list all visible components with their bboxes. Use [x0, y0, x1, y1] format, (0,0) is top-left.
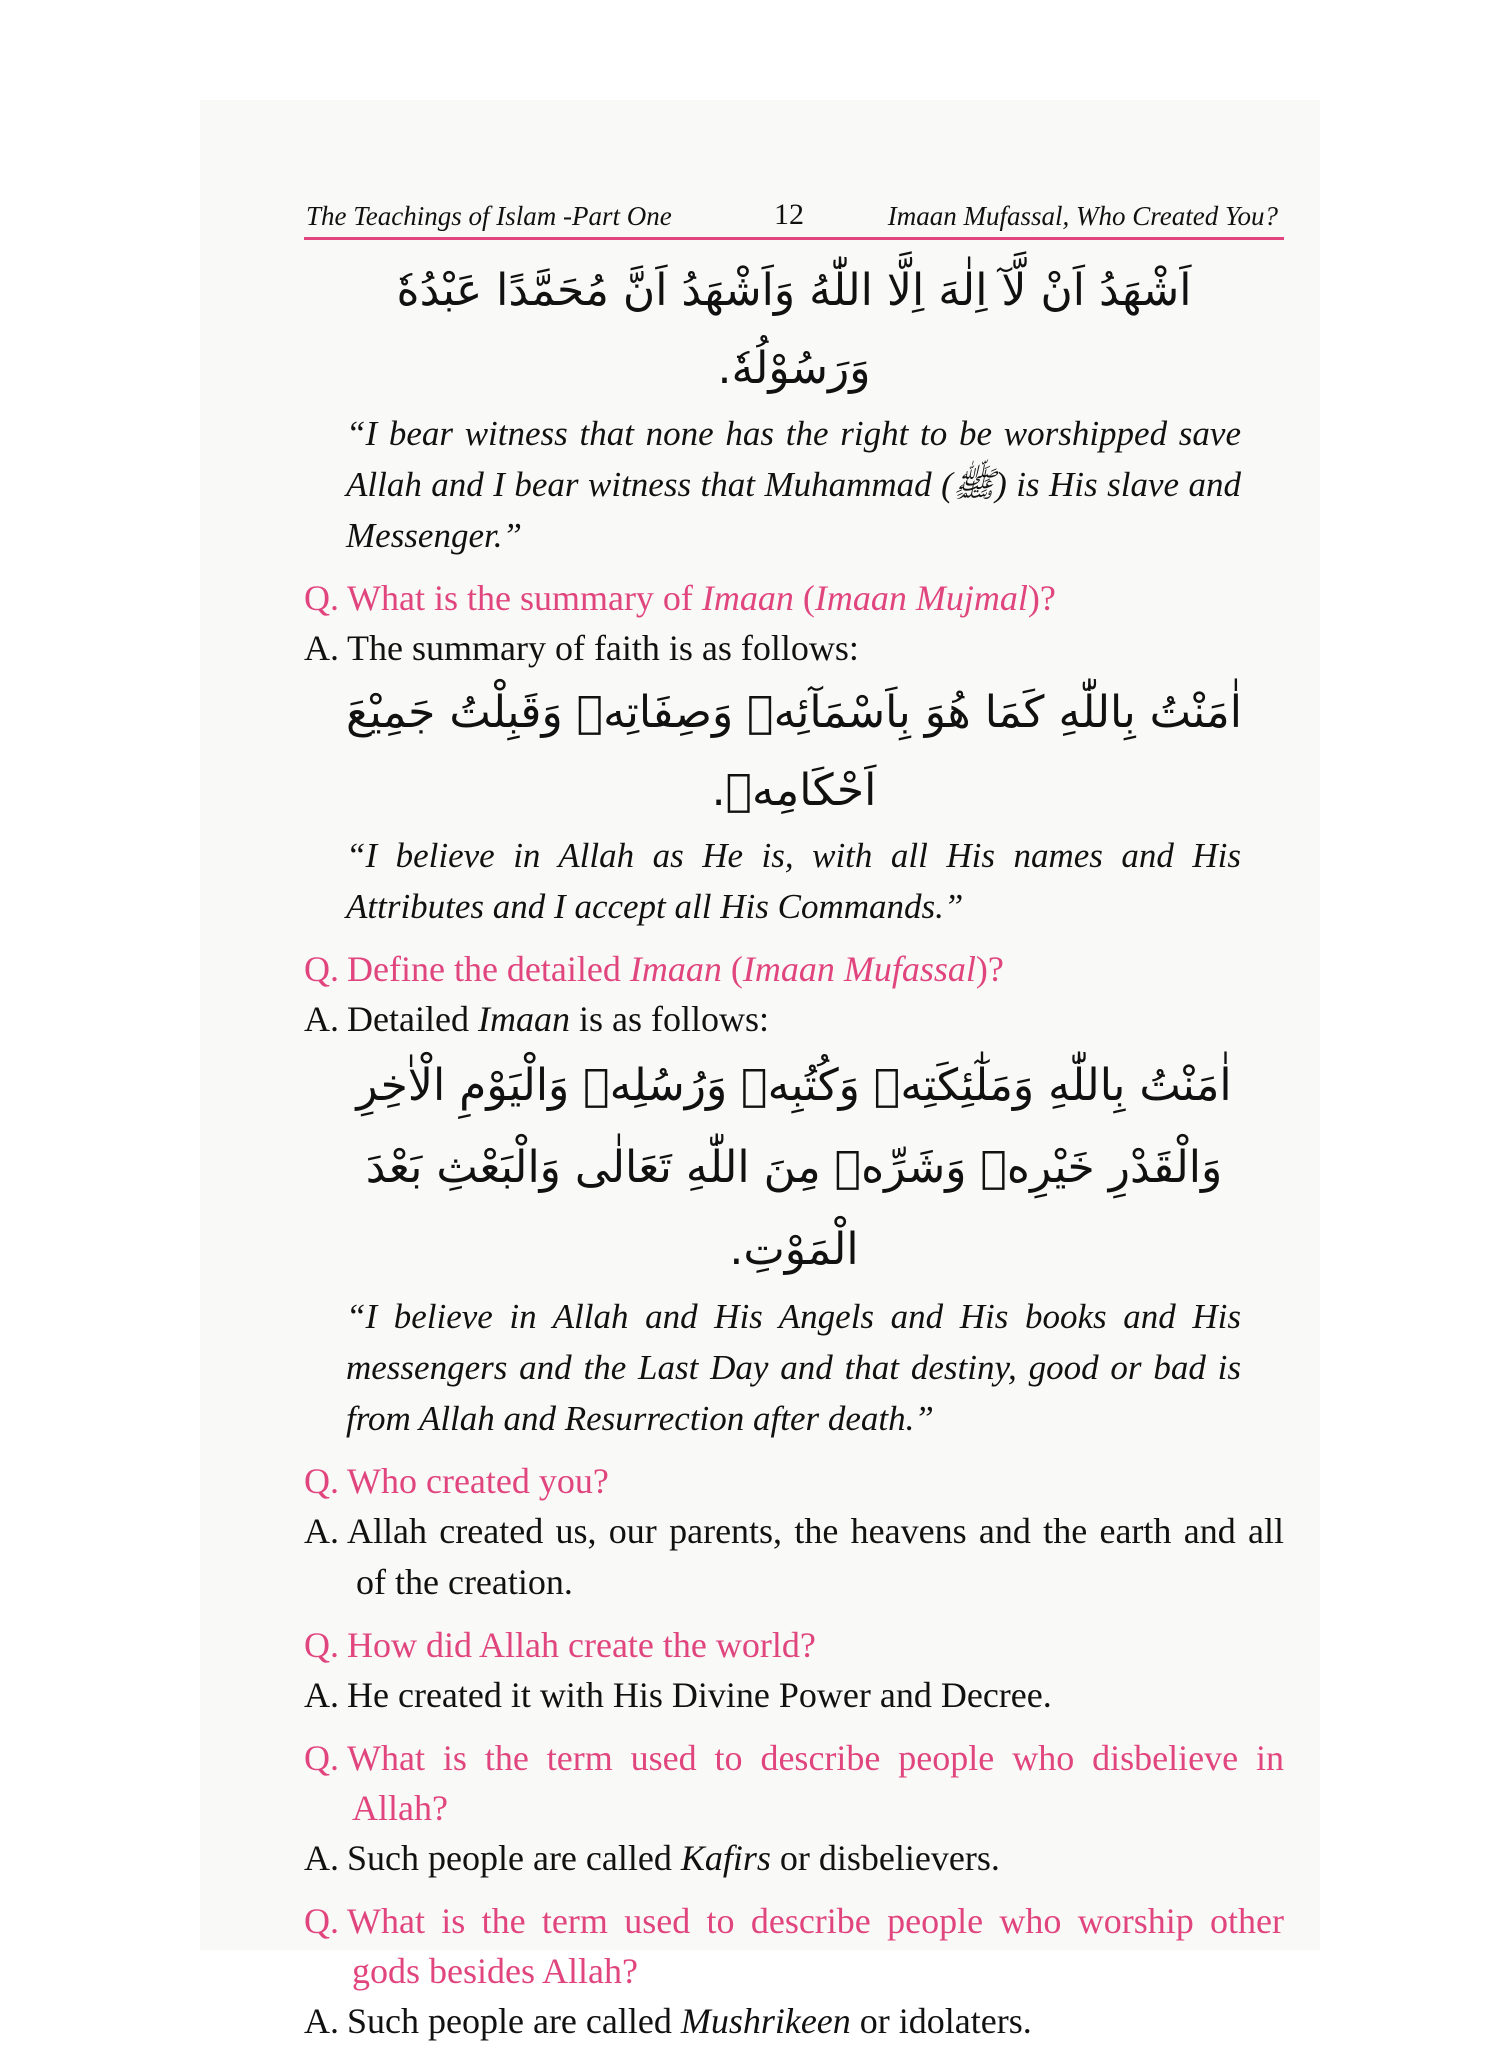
answer-label: A.: [304, 1511, 339, 1551]
question-label: Q.: [304, 1625, 339, 1665]
imaan-mufassal-arabic: اٰمَنْتُ بِاللّٰهِ وَمَلٰٓئِكَتِهٖ وَكُتُبِهٖ وَرُسُلِهٖ وَالْيَوْمِ الْاٰخِرِ وَالْقَدْرِ خَيْرِهٖ وَشَرِّهٖ مِنَ اللّٰهِ تَعَالٰى وَالْبَعْثِ بَعْدَ الْمَوْتِ.: [356, 1060, 1232, 1275]
chapter-title: Imaan Mufassal, Who Created You?: [887, 201, 1278, 231]
page-content: [304, 252, 1284, 2047]
question-1: Q. What is the summary of Imaan (Imaan Mujmal)?: [304, 578, 1056, 618]
question-label: Q.: [304, 949, 339, 989]
question-6: Q. What is the term used to describe people who worship other gods besides Allah?: [304, 1901, 1284, 1991]
question-4: Q. How did Allah create the world?: [304, 1625, 816, 1665]
imaan-mujmal-arabic: اٰمَنْتُ بِاللّٰهِ كَمَا هُوَ بِاَسْمَآئِهٖ وَصِفَاتِهٖ وَقَبِلْتُ جَمِيْعَ اَحْكَامِهٖ.: [346, 687, 1242, 816]
answer-label: A.: [304, 999, 339, 1039]
shahada-arabic: اَشْهَدُ اَنْ لَّآ اِلٰهَ اِلَّا اللّٰهُ وَاَشْهَدُ اَنَّ مُحَمَّدًا عَبْدُهٗ وَرَسُوْلُهٗ.: [396, 265, 1192, 394]
question-label: Q.: [304, 1738, 339, 1778]
answer-6: A. Such people are called Mushrikeen or idolaters.: [304, 2001, 1032, 2041]
question-label: Q.: [304, 1901, 339, 1941]
question-label: Q.: [304, 1461, 339, 1501]
question-3: Q. Who created you?: [304, 1461, 609, 1501]
page-number: 12: [774, 198, 804, 231]
answer-5: A. Such people are called Kafirs or disbelievers.: [304, 1838, 1000, 1878]
imaan-mufassal-translation: “I believe in Allah and His Angels and His books and His messengers and the Last Day and that destiny, good or bad is from Allah and Resurrection after death.”: [346, 1297, 1241, 1438]
question-label: Q.: [304, 578, 339, 618]
answer-label: A.: [304, 2001, 339, 2041]
answer-label: A.: [304, 1675, 339, 1715]
book-title: The Teachings of Islam -Part One: [306, 201, 672, 231]
shahada-translation: “I bear witness that none has the right to be worshipped save Allah and I bear witness that Muhammad (ﷺ) is His slave and Messenger.”: [346, 414, 1241, 555]
imaan-mujmal-translation: “I believe in Allah as He is, with all His names and His Attributes and I accept all His Commands.”: [346, 836, 1241, 926]
header-rule: [304, 237, 1284, 240]
answer-label: A.: [304, 628, 339, 668]
answer-4: A. He created it with His Divine Power and Decree.: [304, 1675, 1052, 1715]
question-2: Q. Define the detailed Imaan (Imaan Mufassal)?: [304, 949, 1004, 989]
answer-label: A.: [304, 1838, 339, 1878]
answer-1: A. The summary of faith is as follows:: [304, 628, 859, 668]
question-5: Q. What is the term used to describe people who disbelieve in Allah?: [304, 1738, 1284, 1828]
answer-2: A. Detailed Imaan is as follows:: [304, 999, 769, 1039]
answer-3: A. Allah created us, our parents, the heavens and the earth and all of the creation.: [304, 1511, 1284, 1602]
running-header: [304, 194, 1284, 238]
